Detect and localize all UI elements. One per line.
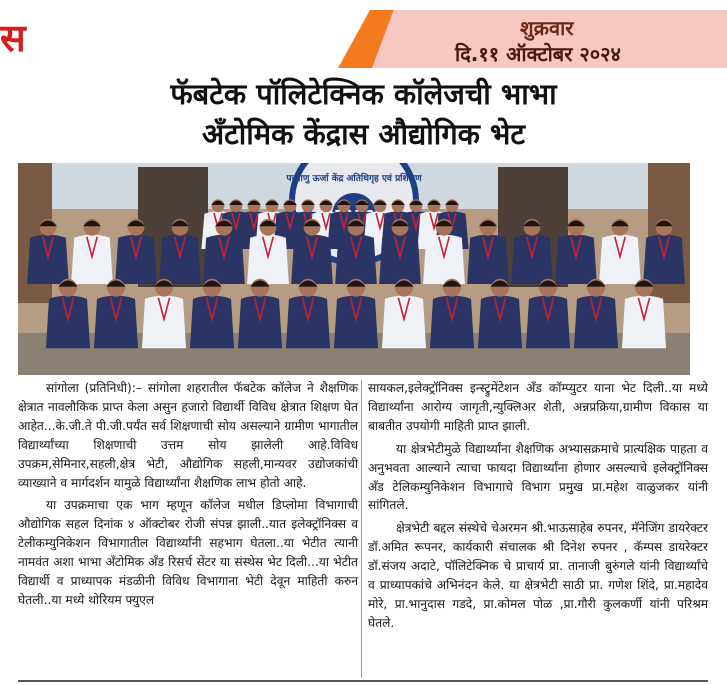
group-photo [18,163,690,375]
emblem-caption: परमाणु ऊर्जा केंद्र अतिथिगृह एवं प्रशिक्षण [286,174,422,184]
column-divider [361,380,362,678]
issue-day: शुक्रवार [520,16,574,40]
article-paragraph: सांगोला (प्रतिनिधी):– सांगोला शहरातील फॅबटेक कॉलेज ने शैक्षणिक क्षेत्रात नावलौकिक प्राप्त केला असुन हजारो विद्यार्थी विविध क्षेत्रात शिक्षण घेत आहेत...के.जी.ते पी.जी.पर्यंत सर्व शिक्षणाची सोय असल्याने ग्रामीण भागातील विद्यार्थ्यांच्या शिक्षणाची उत्तम सोय झालेली आहे.विविध उपक्रम,सेमिनार,सहली,क्षेत्र भेटी, औद्योगिक सहली,मान्यवर उद्योजकांची व्याख्याने व मार्गदर्शन यामुळे विद्यार्थ्यांना शैक्षणिक लाभ होतो आहे. [18,381,358,490]
article-paragraph: क्षेत्रभेटी बद्दल संस्थेचे चेअरमन श्री.भाऊसाहेब रुपनर, मॅनेजिंग डायरेक्टर डॉ.अमित रूपनर, कार्यकारी संचालक श्री दिनेश रुपनर , कॅम्पस डायरेक्टर डॉ.संजय अदाटे, पॉलिटेक्निक चे प्राचार्य प्रा. तानाजी बुरुंगले यांनी विद्यार्थ्यांचे व प्राध्यापकांचे अभिनंदन केले. या क्षेत्रभेटी साठी प्रा. गणेश शिंदे, प्रा.महादेव मोरे, प्रा.भानुदास गडदे, प्रा.कोमल पोळ ,प्रा.गौरी कुलकर्णी यांनी परिश्रम घेतले. [368,521,708,630]
issue-date: दि.११ ऑक्टोबर २०२४ [455,42,621,66]
article-column-1 [18,379,358,682]
article-paragraph: सायकल,इलेक्ट्रॉनिक्स इन्स्ट्रुमेंटेशन अँड कॉम्प्युटर याना भेट दिली..या मध्ये विद्यार्थ्यांना आरोग्य जागृती,न्युक्लिअर शेती, अन्नप्रक्रिया,ग्रामीण विकास या बाबतीत उपयोगी माहिती प्राप्त झाली. [368,381,708,433]
newspaper-logo: स [0,16,26,60]
article-column-2 [368,379,708,682]
headline-line-2: अँटोमिक केंद्रास औद्योगिक भेट [201,117,526,151]
headline-line-1: फॅबटेक पॉलिटेक्निक कॉलेजची भाभा [170,77,557,111]
article-paragraph: या क्षेत्रभेटीमुळे विद्यार्थ्यांना शैक्षणिक अभ्यासक्रमाचे प्रात्यक्षिक पाहता व अनुभवता आल्याने त्याचा फायदा विद्यार्थ्यांना होणार असल्याचे इलेक्ट्रॉनिक्स अँड टेलिकम्युनिकेशन विभागाचे विभाग प्रमुख प्रा.महेश वाळुजकर यांनी सांगितले. [368,441,708,513]
masthead-logo-area [0,10,372,70]
article-headline [0,74,727,154]
group-photo-illustration [18,163,690,375]
article-paragraph: या उपक्रमाचा एक भाग म्हणून कॉलेज मधील डिप्लोमा विभागाची औद्योगिक सहल दिनांक ४ ऑक्टोबर रोजी संपन्न झाली..यात इलेक्ट्रॉनिक्स व टेलीकम्युनिकेशन विभागातील विद्यार्थ्यांनी सहभाग घेतला..या भेटीत त्यानी नामवंत अशा भाभा अँटोमिक अँड रिसर्च सेंटर या संस्थेस भेट दिली...या भेटीत विद्यार्थी व प्राध्यापक मंडळीनी विविध विभागाना भेटी देवून माहिती करुन घेतली..या मध्ये थोरियम फ्युएल [18,498,358,607]
bottom-rule [18,680,708,682]
